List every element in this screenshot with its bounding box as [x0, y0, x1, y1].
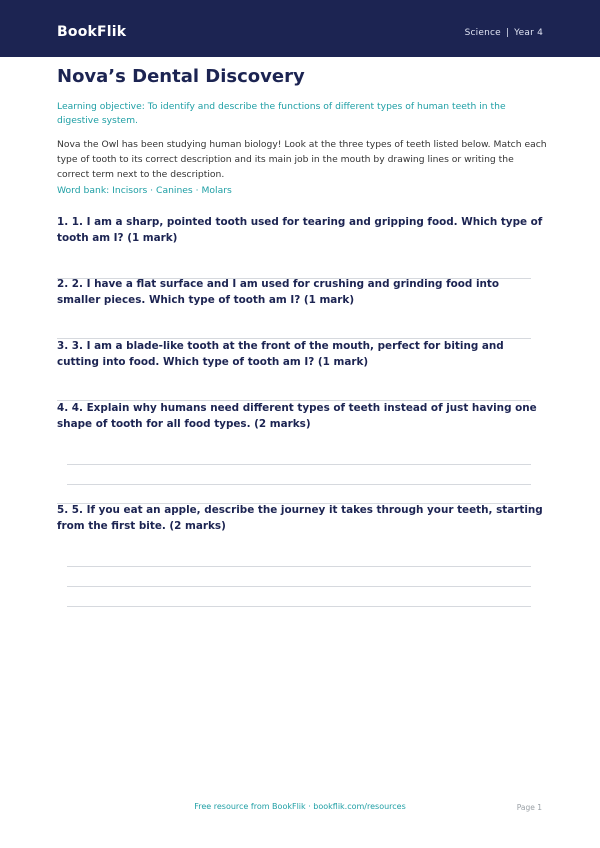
- header-bar: [0, 0, 600, 57]
- question-2: 2. 2. I have a flat surface and I am used for crushing and grinding food into smaller pieces. Which type of tooth am I? (1 mark): [57, 278, 500, 306]
- question-1: 1. 1. I am a sharp, pointed tooth used for tearing and gripping food. Which type of tooth am I? (1 mark): [57, 216, 543, 244]
- page-title: Nova’s Dental Discovery: [57, 66, 305, 87]
- brand-logo[interactable]: BookFlik: [57, 24, 127, 40]
- intro-text: Nova the Owl has been studying human biology! Look at the three types of teeth listed below. Match each type of tooth to its correct description and its main job in the mouth by drawing lines or writing the correct term next to the description.: [57, 139, 547, 180]
- footer-resource-link[interactable]: Free resource from BookFlik · bookflik.com/resources: [194, 802, 406, 811]
- subject-label: Science: [464, 28, 501, 38]
- answer-line-5a[interactable]: [67, 566, 531, 567]
- question-4: 4. 4. Explain why humans need different types of teeth instead of just having one shape of tooth for all food types. (2 marks): [57, 402, 537, 430]
- word-bank: Word bank: Incisors · Canines · Molars: [57, 185, 232, 196]
- answer-line-5c[interactable]: [67, 606, 531, 607]
- year-label: Year 4: [514, 28, 543, 38]
- answer-line-4b[interactable]: [67, 484, 531, 485]
- learning-objective: Learning objective: To identify and describe the functions of different types of human teeth in the digestive system.: [57, 101, 506, 126]
- answer-line-4a[interactable]: [67, 464, 531, 465]
- subject-year-label: [465, 28, 543, 38]
- question-3: 3. 3. I am a blade-like tooth at the front of the mouth, perfect for biting and cutting into food. Which type of tooth am I? (1 mark): [57, 340, 504, 368]
- separator: |: [505, 28, 510, 38]
- answer-line-5b[interactable]: [67, 586, 531, 587]
- question-5: 5. 5. If you eat an apple, describe the journey it takes through your teeth, starting from the first bite. (2 marks): [57, 504, 543, 532]
- page-number: Page 1: [516, 803, 542, 812]
